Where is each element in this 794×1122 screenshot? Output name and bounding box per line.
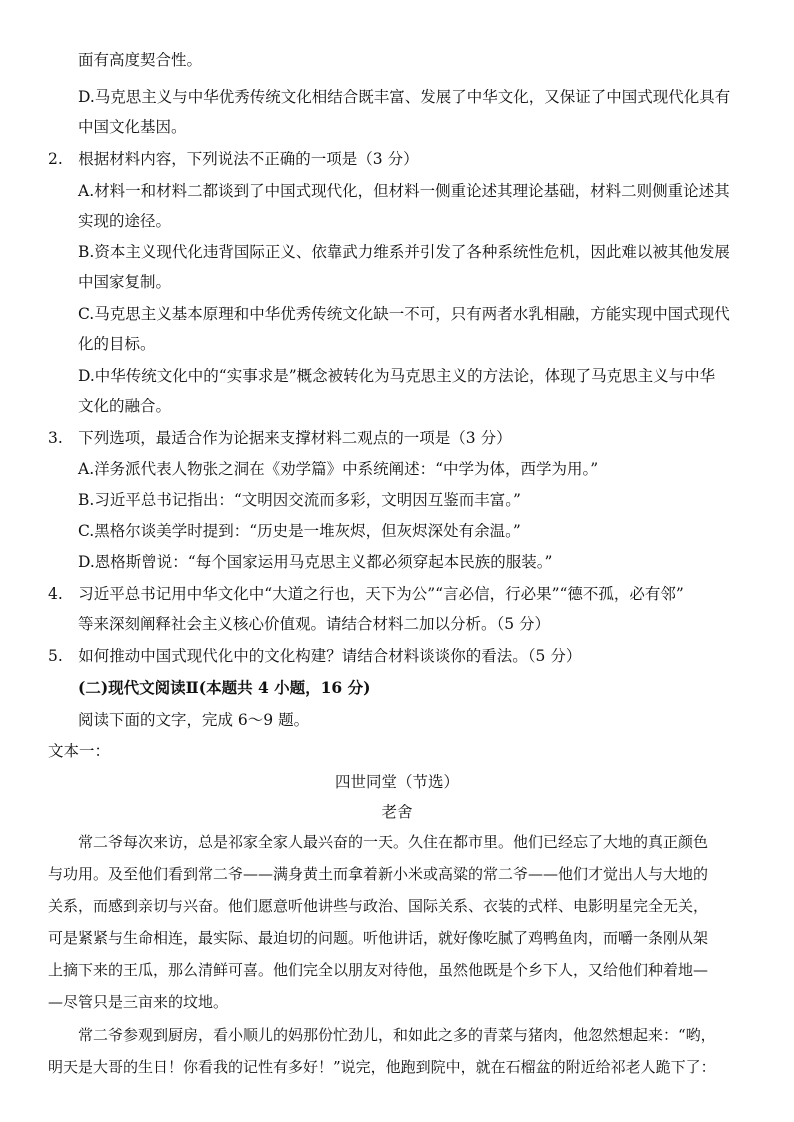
section-heading: (二)现代文阅读Ⅱ(本题共 4 小题，16 分) [78,678,371,697]
option-b-line: B.资本主义现代化违背国际正义、依靠武力维系并引发了各种系统性危机，因此难以被其他发展 [78,243,730,261]
text-line: 中国文化基因。 [78,118,187,136]
passage-line: 明天是大哥的生日！你看我的记性有多好！”说完，他跑到院中，就在石榴盆的附近给祁老人跪下了： [48,1058,716,1076]
passage-line: 常二爷参观到厨房，看小顺儿的妈那份忙劲儿，和如此之多的青菜与猪肉，他忽然想起来：“哟， [78,1026,716,1044]
text-line: 面有高度契合性。 [78,51,203,69]
option-c-line: C.马克思主义基本原理和中华优秀传统文化缺一不可，只有两者水乳相融，方能实现中国式现代 [78,305,730,323]
question-4: 4. 习近平总书记用中华文化中“大道之行也，天下为公”“言必信，行必果”“德不孤，必有邻” [48,585,684,603]
passage-line: 关系，而感到亲切与兴奋。他们愿意听他讲些与政治、国际关系、衣装的式样、电影明星完全无关， [48,897,709,915]
text-line: 实现的途径。 [78,212,172,230]
passage-author: 老舍 [381,803,413,821]
text-line: 等来深刻阐释社会主义核心价值观。请结合材料二加以分析。（5 分） [78,615,551,633]
passage-line: 与功用。及至他们看到常二爷——满身黄土而拿着新小米或高粱的常二爷——他们才觉出人与大地的 [48,865,709,883]
option-b-line: B.习近平总书记指出：“文明因交流而多彩，文明因互鉴而丰富。” [78,491,521,509]
passage-title: 四世同堂（节选） [334,773,459,791]
option-d-line: D.马克思主义与中华优秀传统文化相结合既丰富、发展了中华文化，又保证了中国式现代化具有 [78,88,731,106]
option-d-line: D.中华传统文化中的“实事求是”概念被转化为马克思主义的方法论，体现了马克思主义与中华 [78,367,716,385]
passage-line: 上摘下来的王瓜，那么清鲜可喜。他们完全以朋友对待他，虽然他既是个乡下人，又给他们种着地— [48,961,709,979]
question-5: 5. 如何推动中国式现代化中的文化构建？请结合材料谈谈你的看法。（5 分） [48,647,582,665]
passage-line: 常二爷每次来访，总是祁家全家人最兴奋的一天。久住在都市里。他们已经忘了大地的真正颜色 [78,833,709,851]
option-c-line: C.黑格尔谈美学时提到：“历史是一堆灰烬，但灰烬深处有余温。” [78,522,521,540]
passage-line: —尽管只是三亩来的坟地。 [48,993,229,1011]
instruction: 阅读下面的文字，完成 6～9 题。 [78,711,310,729]
option-a-line: A.洋务派代表人物张之洞在《劝学篇》中系统阐述：“中学为体，西学为用。” [78,460,599,478]
question-3: 3. 下列选项，最适合作为论据来支撑材料二观点的一项是（3 分） [48,429,512,447]
question-2: 2. 根据材料内容，下列说法不正确的一项是（3 分） [48,150,419,168]
text-line: 文化的融合。 [78,397,172,415]
text-label: 文本一： [48,742,111,760]
passage-line: 可是紧紧与生命相连，最实际、最迫切的问题。听他讲话，就好像吃腻了鸡鸭鱼肉，而嚼一条刚从架 [48,929,709,947]
option-d-line: D.恩格斯曾说：“每个国家运用马克思主义都必须穿起本民族的服装。” [78,553,553,571]
option-a-line: A.材料一和材料二都谈到了中国式现代化，但材料一侧重论述其理论基础，材料二则侧重论述其 [78,182,730,200]
text-line: 化的目标。 [78,335,156,353]
text-line: 中国家复制。 [78,273,172,291]
